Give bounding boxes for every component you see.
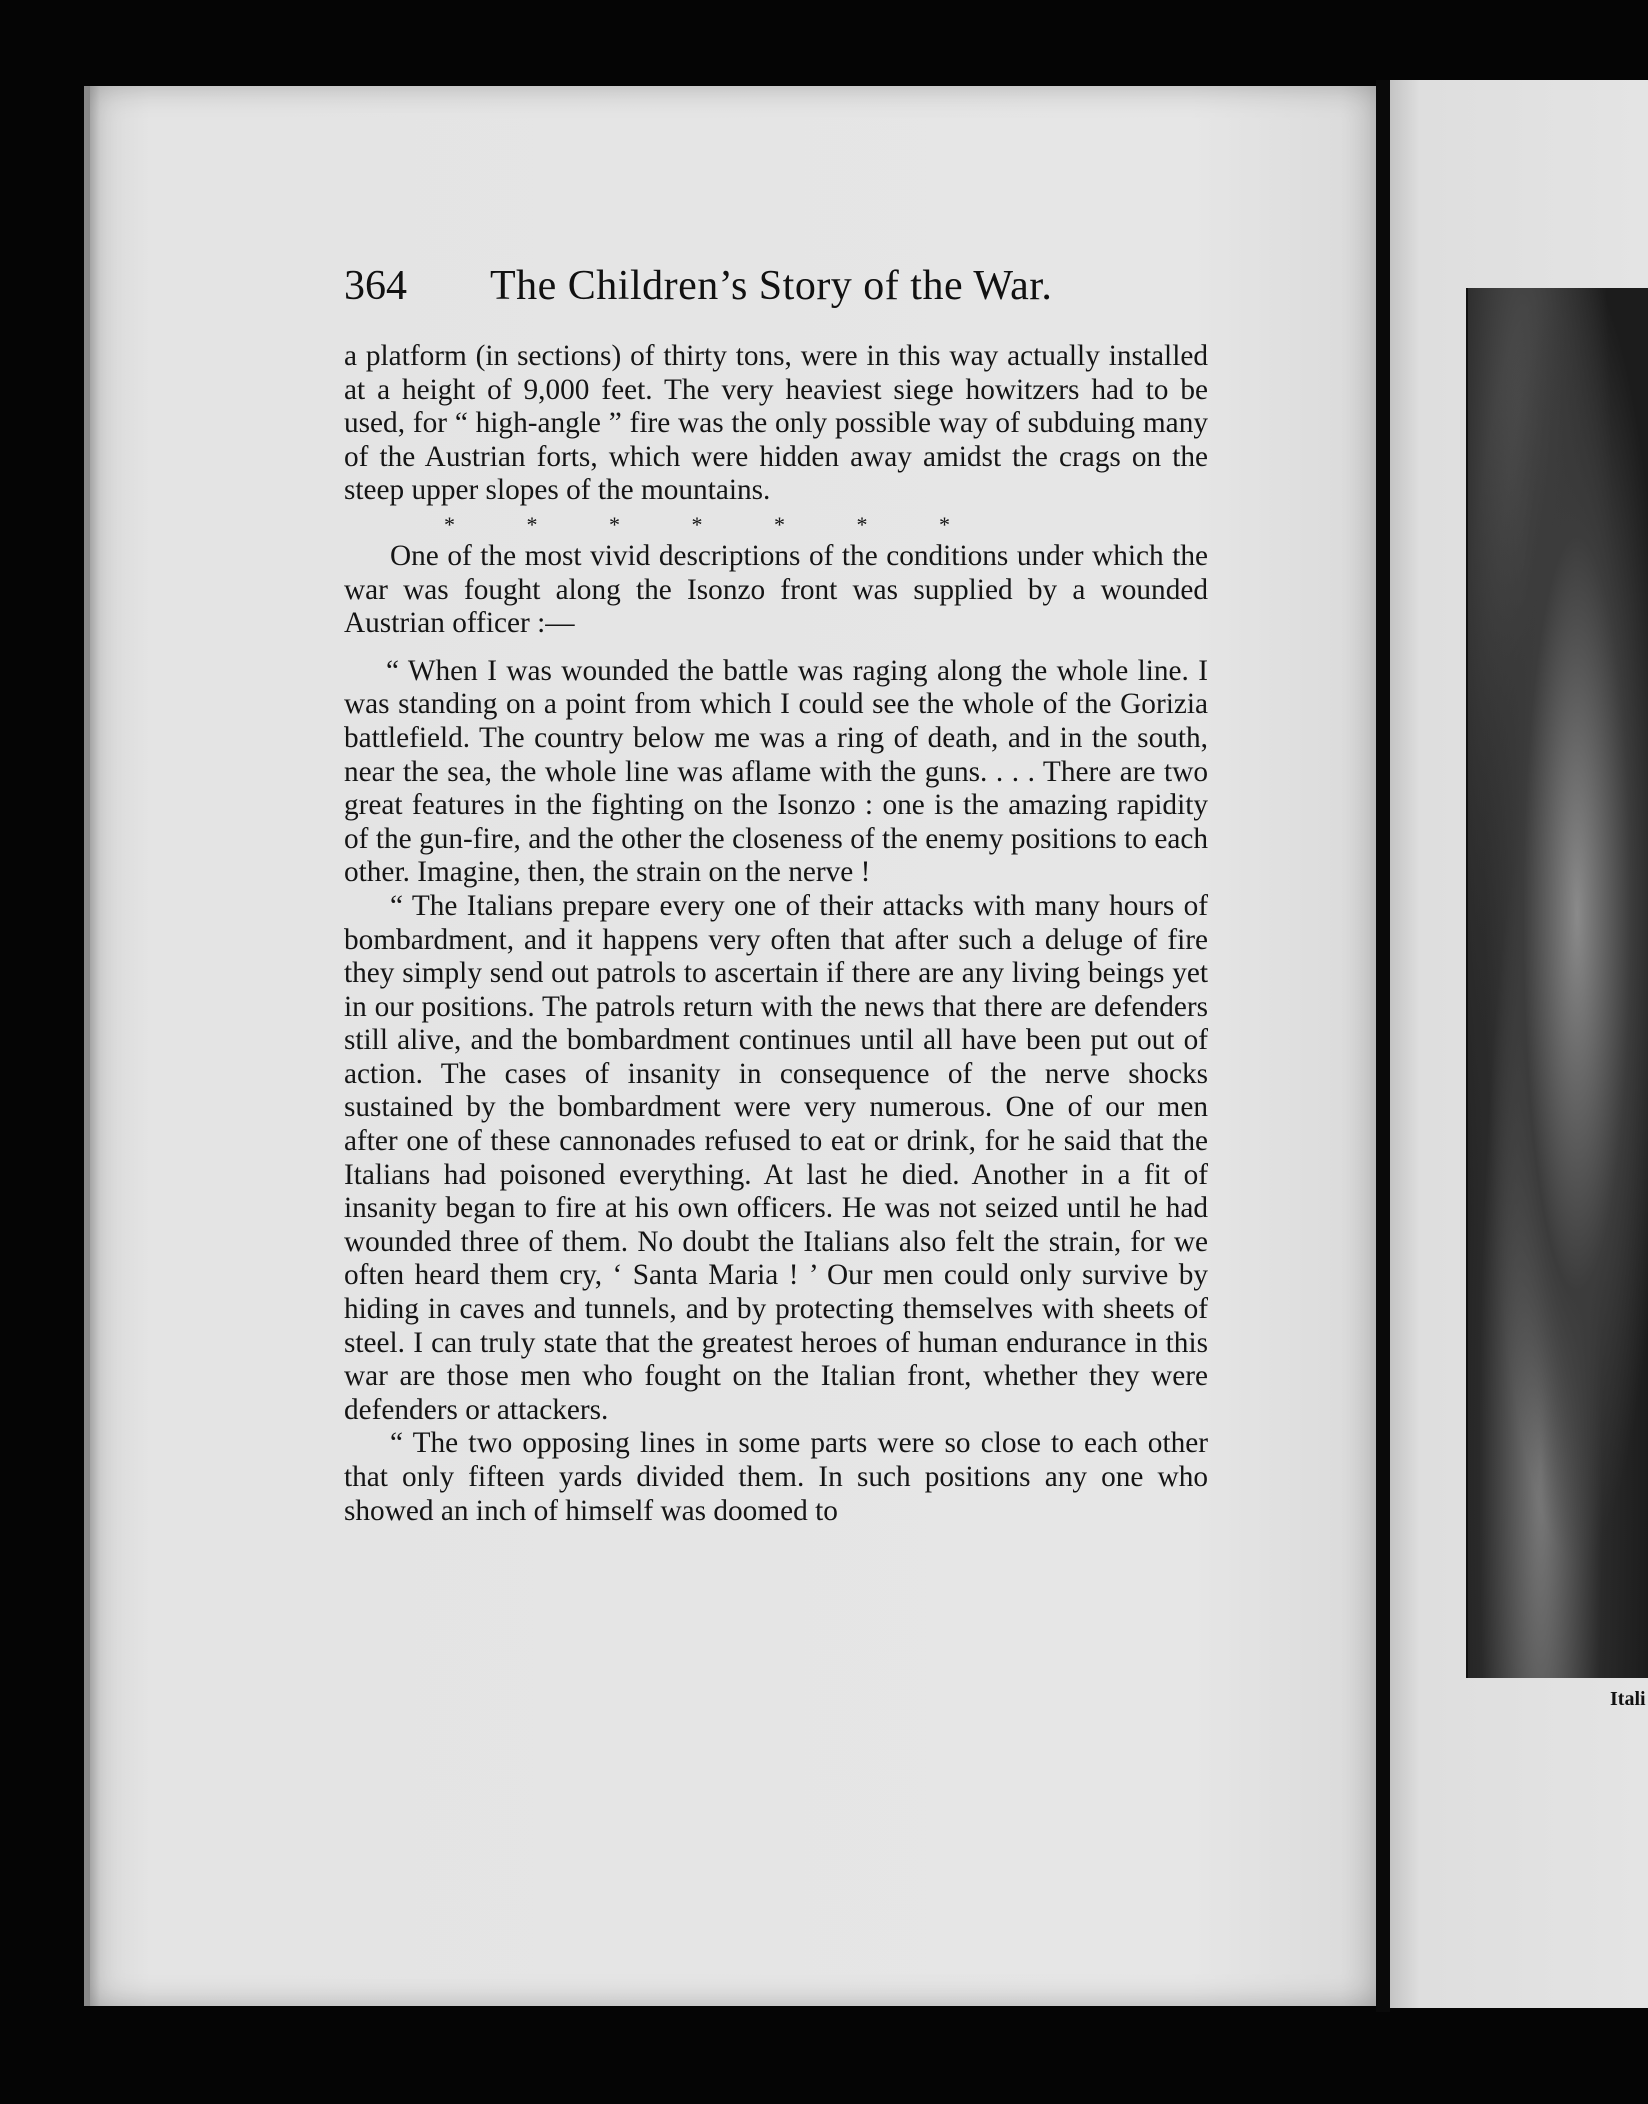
body-text bbox=[344, 340, 1208, 1528]
quote-paragraph-3: “ The two opposing lines in some parts were so close to each other that only fifteen yards divided them. In such positions any one who showed an inch of himself was doomed to bbox=[344, 1427, 1208, 1527]
page-header bbox=[344, 262, 1204, 312]
paragraph-continuation: a platform (in sections) of thirty tons, were in this way actually installed at a height of 9,000 feet. The very heaviest siege howitzers had to be used, for “ high-angle ” fire was the only possible way of subduing many of the Austrian forts, which were hidden away amidst the crags on the steep upper slopes of the mountains. bbox=[344, 340, 1208, 507]
section-break-stars: * * * * * * * bbox=[444, 511, 950, 537]
facing-page-photograph bbox=[1466, 288, 1648, 1678]
page-number: 364 bbox=[344, 263, 407, 309]
quote-paragraph-2: “ The Italians prepare every one of their attacks with many hours of bombardment, and it happens very often that after such a deluge of fire they simply send out patrols to ascertain if there are any living beings yet in our positions. The patrols return with the news that there are defenders still alive, and the bombardment continues until all have been put out of action. The cases of insanity in consequence of the nerve shocks sustained by the bombardment were very numerous. One of our men after one of these cannonades refused to eat or drink, for he said that the Italians had poisoned everything. At last he died. Another in a fit of insanity began to fire at his own officers. He was not seized until he had wounded three of them. No doubt the Italians also felt the strain, for we often heard them cry, ‘ Santa Maria ! ’ Our men could only survive by hiding in caves and tunnels, and by protecting themselves with sheets of steel. I can truly state that the greatest heroes of human endurance in this war are those men who fought on the Italian front, whether they were defenders or attackers. bbox=[344, 889, 1208, 1426]
running-title: The Children’s Story of the War. bbox=[490, 263, 1053, 309]
photo-caption: Itali bbox=[1610, 1688, 1646, 1710]
book-gutter bbox=[1376, 80, 1390, 2012]
paragraph-intro: One of the most vivid descriptions of the conditions under which the war was fought along the Isonzo front was supplied by a wounded Austrian officer :— bbox=[344, 539, 1208, 640]
quote-paragraph-1: “ When I was wounded the battle was raging along the whole line. I was standing on a point from which I could see the whole of the Gorizia battlefield. The country below me was a ring of death, and in the south, near the sea, the whole line was aflame with the guns. . . . There are two great features in the fighting on the Isonzo : one is the amazing rapidity of the gun-fire, and the other the closeness of the enemy positions to each other. Imagine, then, the strain on the nerve ! bbox=[344, 654, 1208, 889]
